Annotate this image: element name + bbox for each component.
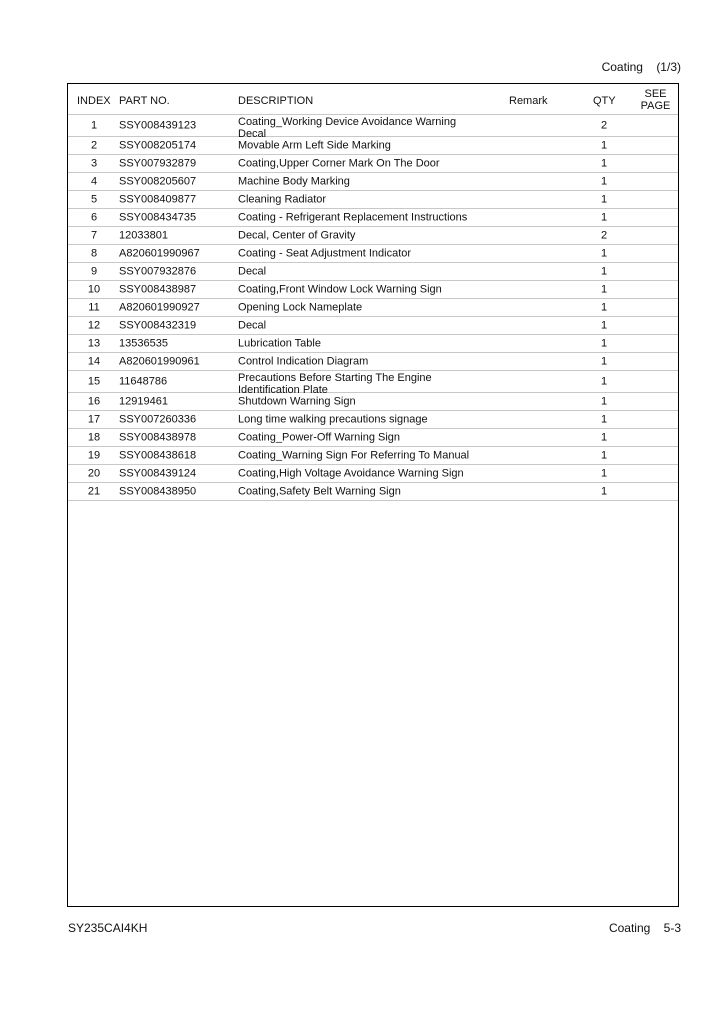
row-qty: 1 (600, 395, 608, 407)
table-row (68, 114, 678, 140)
table-row (68, 299, 678, 317)
row-index: 17 (87, 413, 101, 425)
table-row (68, 155, 678, 173)
row-part-no: 12919461 (119, 395, 168, 407)
row-index: 11 (88, 301, 100, 313)
row-description: Decal (238, 265, 267, 277)
row-part-no: SSY008205607 (119, 175, 197, 187)
row-part-no: SSY008438978 (119, 431, 197, 443)
row-part-no: 12033801 (119, 229, 168, 241)
table-row (68, 137, 678, 155)
row-description: Long time walking precautions signage (238, 413, 428, 425)
row-part-no: A820601990927 (119, 301, 200, 313)
table-row (68, 263, 678, 281)
row-index: 5 (90, 193, 98, 205)
see-page-line-1: SEE (644, 88, 667, 100)
row-description: Shutdown Warning Sign (238, 395, 356, 407)
page-footer (609, 921, 681, 935)
row-qty: 1 (600, 319, 608, 331)
row-description: Precautions Before Starting The Engine Identification Plate (238, 372, 432, 396)
row-part-no: SSY008409877 (119, 193, 197, 205)
table-row (68, 447, 678, 465)
row-description: Coating - Seat Adjustment Indicator (238, 247, 412, 259)
table-row (68, 465, 678, 483)
see-page-line-2: PAGE (640, 100, 671, 112)
table-row (68, 227, 678, 245)
row-qty: 1 (600, 157, 608, 169)
row-description: Coating,Safety Belt Warning Sign (238, 485, 401, 497)
row-index: 9 (90, 265, 98, 277)
table-row (68, 393, 678, 411)
row-part-no: 11648786 (119, 375, 168, 387)
row-qty: 1 (600, 283, 608, 295)
row-qty: 1 (600, 413, 608, 425)
column-see-page-header (638, 88, 673, 112)
table-row (68, 191, 678, 209)
row-index: 18 (87, 431, 101, 443)
row-index: 8 (90, 247, 98, 259)
row-index: 4 (90, 175, 98, 187)
table-row (68, 335, 678, 353)
row-part-no: SSY007260336 (119, 413, 197, 425)
header-page-of: (1/3) (656, 60, 681, 74)
row-description: Coating_Warning Sign For Referring To Manual (238, 449, 470, 461)
row-qty: 1 (600, 449, 608, 461)
row-description: Decal (238, 319, 267, 331)
row-part-no: A820601990967 (119, 247, 200, 259)
table-row (68, 429, 678, 447)
footer-page-number: 5-3 (663, 921, 681, 935)
row-qty: 1 (600, 139, 608, 151)
table-row (68, 411, 678, 429)
row-index: 16 (87, 395, 101, 407)
table-row (68, 317, 678, 335)
row-part-no: SSY008438950 (119, 485, 197, 497)
column-qty-header: QTY (593, 95, 616, 107)
table-row (68, 173, 678, 191)
row-qty: 1 (600, 337, 608, 349)
row-description: Opening Lock Nameplate (238, 301, 363, 313)
row-index: 1 (90, 119, 98, 131)
row-qty: 2 (600, 229, 608, 241)
row-part-no: SSY007932879 (119, 157, 197, 169)
row-index: 2 (90, 139, 98, 151)
row-qty: 1 (600, 301, 608, 313)
row-qty: 1 (600, 265, 608, 277)
row-qty: 2 (600, 119, 608, 131)
row-qty: 1 (600, 355, 608, 367)
column-remark-header: Remark (509, 95, 548, 107)
parts-table (67, 83, 679, 907)
row-qty: 1 (600, 175, 608, 187)
row-index: 13 (87, 337, 101, 349)
column-part-no-header: PART NO. (119, 95, 170, 107)
row-part-no: 13536535 (119, 337, 168, 349)
row-description: Cleaning Radiator (238, 193, 327, 205)
row-description: Machine Body Marking (238, 175, 350, 187)
row-description: Coating_Working Device Avoidance Warning Decal (238, 116, 457, 140)
row-qty: 1 (600, 247, 608, 259)
column-description-header: DESCRIPTION (238, 95, 314, 107)
row-part-no: SSY008434735 (119, 211, 197, 223)
column-index-header: INDEX (77, 95, 111, 107)
row-description: Coating,Front Window Lock Warning Sign (238, 283, 442, 295)
row-qty: 1 (600, 211, 608, 223)
table-row (68, 483, 678, 501)
table-row (68, 281, 678, 299)
row-index: 6 (90, 211, 98, 223)
row-description: Lubrication Table (238, 337, 321, 349)
row-qty: 1 (600, 485, 608, 497)
row-description: Coating_Power-Off Warning Sign (238, 431, 401, 443)
row-part-no: SSY008432319 (119, 319, 197, 331)
row-part-no: SSY008438987 (119, 283, 197, 295)
row-description: Coating,High Voltage Avoidance Warning Sign (238, 467, 464, 479)
row-index: 19 (87, 449, 101, 461)
table-row (68, 245, 678, 263)
row-index: 14 (87, 355, 101, 367)
table-row (68, 371, 678, 396)
row-description: Coating,Upper Corner Mark On The Door (238, 157, 440, 169)
row-index: 12 (87, 319, 101, 331)
table-body (68, 114, 678, 501)
row-qty: 1 (600, 193, 608, 205)
row-qty: 1 (600, 431, 608, 443)
table-row (68, 209, 678, 227)
row-qty: 1 (600, 375, 608, 387)
page-header (602, 60, 681, 74)
row-description: Coating - Refrigerant Replacement Instructions (238, 211, 468, 223)
row-index: 20 (87, 467, 101, 479)
row-part-no: SSY008438618 (119, 449, 197, 461)
row-index: 7 (90, 229, 98, 241)
row-part-no: SSY008439124 (119, 467, 197, 479)
row-part-no: SSY008205174 (119, 139, 197, 151)
row-index: 15 (87, 375, 101, 387)
footer-section: Coating (608, 921, 651, 935)
row-description: Movable Arm Left Side Marking (238, 139, 391, 151)
row-qty: 1 (600, 467, 608, 479)
row-part-no: SSY007932876 (119, 265, 197, 277)
row-index: 3 (90, 157, 98, 169)
row-part-no: SSY008439123 (119, 119, 197, 131)
header-section: Coating (601, 60, 643, 74)
row-index: 21 (87, 485, 101, 497)
table-row (68, 353, 678, 371)
row-index: 10 (87, 283, 101, 295)
row-description: Decal, Center of Gravity (238, 229, 356, 241)
row-description: Control Indication Diagram (238, 355, 369, 367)
row-part-no: A820601990961 (119, 355, 200, 367)
footer-model: SY235CAI4KH (68, 921, 148, 935)
